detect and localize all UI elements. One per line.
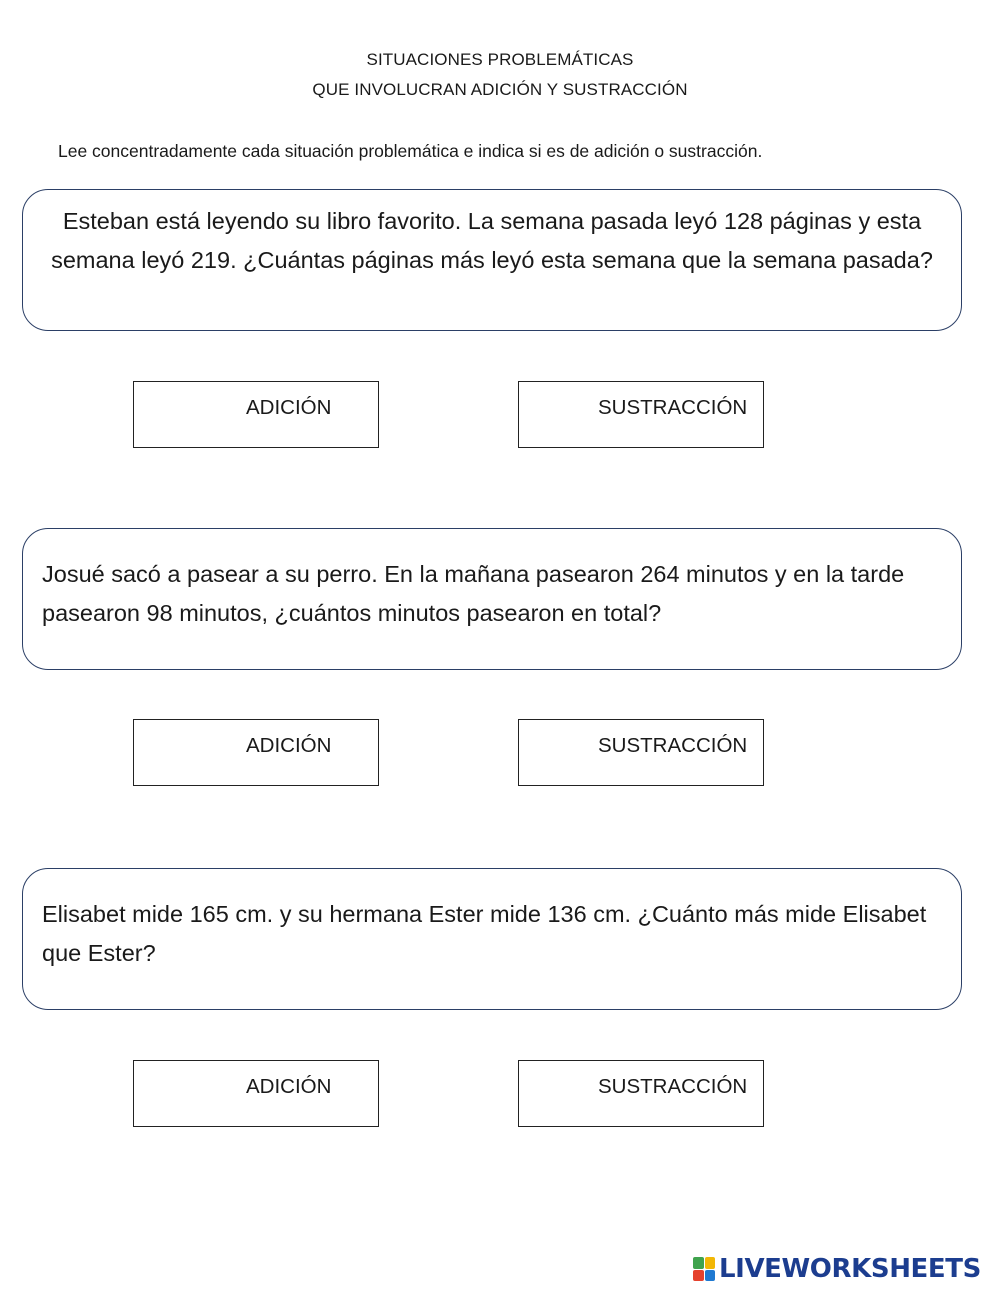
page-title-line-2: QUE INVOLUCRAN ADICIÓN Y SUSTRACCIÓN [312,80,688,99]
answer-addition-button-2[interactable] [133,719,379,786]
answer-subtraction-button-2[interactable] [518,719,764,786]
liveworksheets-logo [693,1254,981,1284]
problem-text-1: Esteban está leyendo su libro favorito. La semana pasada leyó 128 páginas y esta semana leyó 219. ¿Cuántas páginas más leyó esta semana que la semana pasada? [51,208,933,273]
answer-addition-button-3[interactable] [133,1060,379,1127]
answer-subtraction-label: SUSTRACCIÓN [598,734,748,757]
problem-box-2 [22,528,962,670]
problem-box-1 [22,189,962,331]
answer-addition-label: ADICIÓN [246,734,332,757]
problem-text-2: Josué sacó a pasear a su perro. En la mañana pasearon 264 minutos y en la tarde pasearon 98 minutos, ¿cuántos minutos pasearon en total? [42,561,905,626]
logo-square [693,1257,704,1269]
logo-square [705,1270,716,1282]
answer-subtraction-label: SUSTRACCIÓN [598,396,748,419]
page-title-line-1: SITUACIONES PROBLEMÁTICAS [366,50,634,69]
liveworksheets-logo-icon [693,1257,715,1281]
answer-subtraction-button-1[interactable] [518,381,764,448]
answer-addition-button-1[interactable] [133,381,379,448]
logo-square [705,1257,716,1269]
answer-addition-label: ADICIÓN [246,1075,332,1098]
answer-addition-label: ADICIÓN [246,396,332,419]
problem-text-3: Elisabet mide 165 cm. y su hermana Ester mide 136 cm. ¿Cuánto más mide Elisabet que Ester? [42,901,927,966]
answer-subtraction-label: SUSTRACCIÓN [598,1075,748,1098]
instructions: Lee concentradamente cada situación problemática e indica si es de adición o sustracción. [58,141,763,161]
logo-square [693,1270,704,1282]
problem-box-3 [22,868,962,1010]
liveworksheets-logo-text: LIVEWORKSHEETS [719,1254,981,1284]
answer-subtraction-button-3[interactable] [518,1060,764,1127]
